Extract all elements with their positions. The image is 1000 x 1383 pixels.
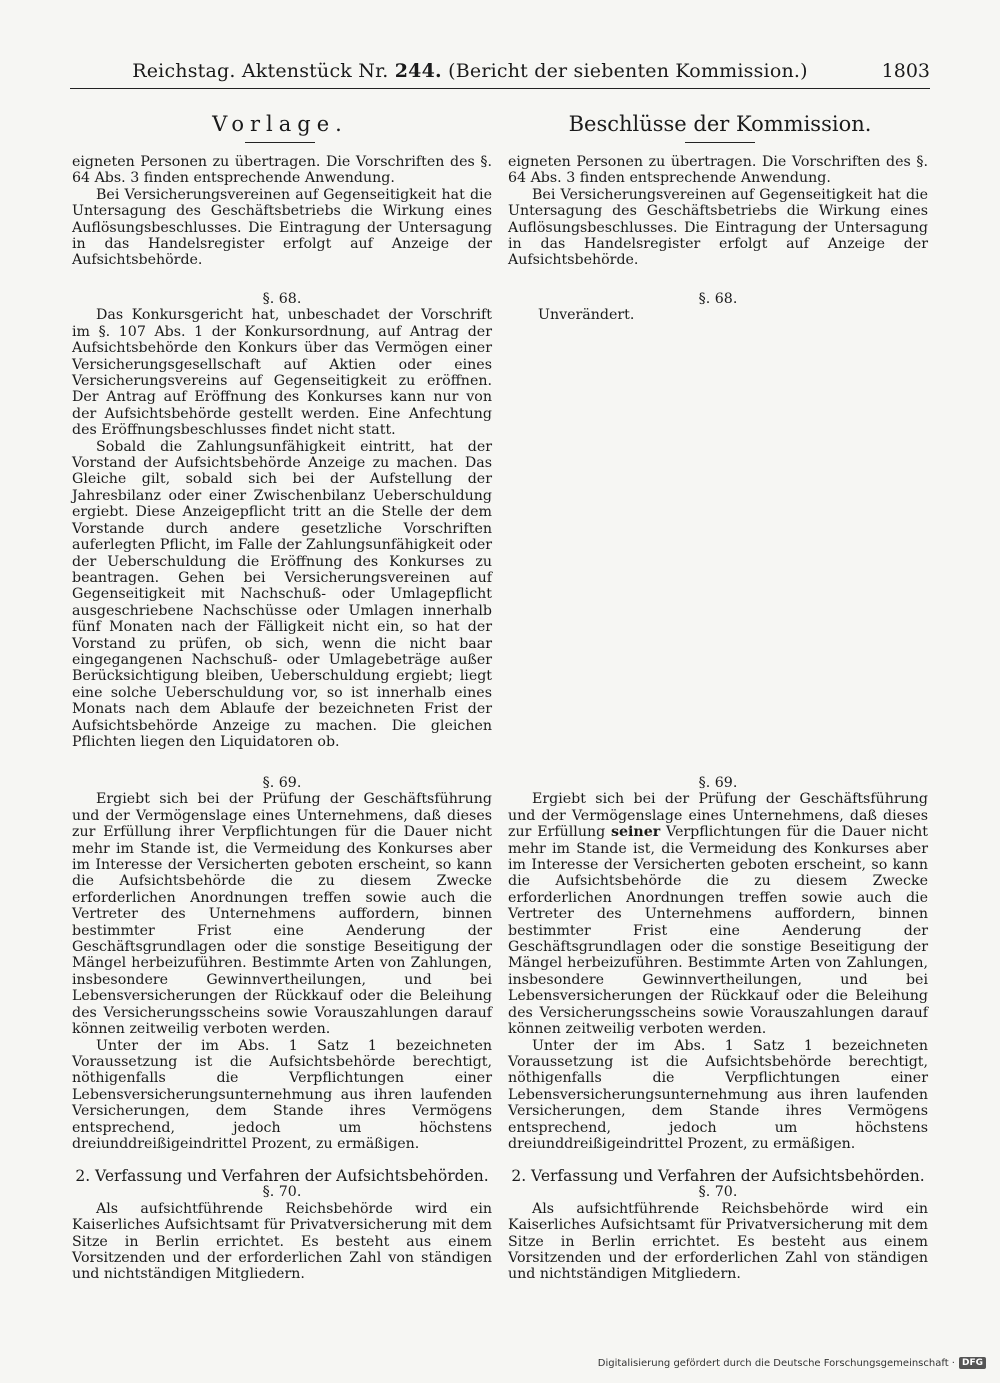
right-section-70 — [508, 1168, 928, 1283]
left-section-69 — [72, 775, 492, 1152]
chapter-heading: 2. Verfassung und Verfahren der Aufsichtsbehörden. — [75, 1167, 489, 1185]
text-run: Ergiebt sich bei der Prüfung der Geschäftsführung und der Vermögenslage eines Unternehmens, daß dieses zur Erfüllung — [508, 791, 928, 841]
right-section-68 — [508, 291, 928, 324]
digitization-footer — [598, 1357, 986, 1369]
section-title: §. 69. — [698, 775, 738, 791]
header-suffix: (Bericht der siebenten Kommission.) — [448, 60, 808, 82]
section-title: §. 70. — [698, 1184, 738, 1201]
paragraph: Unter der im Abs. 1 Satz 1 bezeichneten Voraussetzung ist die Aufsichtsbehörde berechtigt, nöthigenfalls die Verpflichtungen einer Lebensversicherungsunternehmung aus ihren laufenden Versicherungen, dem Stande ihres Vermögens entsprechend, jedoch um höchstens dreiunddreißigeindrittel Prozent, zu ermäßigen. — [508, 1037, 928, 1152]
paragraph: Bei Versicherungsvereinen auf Gegenseitigkeit hat die Untersagung des Geschäftsbetriebs die Wirkung eines Auflösungsbeschlusses. Die Eintragung der Untersagung in das Handelsregister erfolgt auf Anzeige der Aufsichtsbehörde. — [508, 186, 928, 269]
left-section-70 — [72, 1168, 492, 1283]
paragraph: Als aufsichtführende Reichsbehörde wird ein Kaiserliches Aufsichtsamt für Privatversicherung mit dem Sitze in Berlin errichtet. Es besteht aus einem Vorsitzenden und der erforderlichen Zahl von ständigen und nichtständigen Mitgliedern. — [508, 1200, 928, 1283]
left-column-heading — [70, 112, 490, 143]
left-heading-rule — [245, 142, 315, 143]
section-title: §. 69. — [262, 775, 302, 791]
right-section-69 — [508, 775, 928, 1152]
section-title: §. 68. — [698, 291, 738, 307]
right-block-intro — [508, 154, 928, 269]
running-header — [70, 60, 930, 89]
paragraph: eigneten Personen zu übertragen. Die Vorschriften des §. 64 Abs. 3 finden entsprechende Anwendung. — [72, 154, 492, 187]
paragraph: Das Konkursgericht hat, unbeschadet der Vorschrift im §. 107 Abs. 1 der Konkursordnung, auf Antrag der Aufsichtsbehörde den Konkurs über das Vermögen einer Versicherungsgesellschaft auf Aktien oder eines Versicherungsvereins auf Gegenseitigkeit zu eröffnen. Der Antrag auf Eröffnung des Konkurses kann nur von der Aufsichtsbehörde gestellt werden. Eine Anfechtung des Eröffnungsbeschlusses findet nicht statt. — [72, 307, 492, 439]
left-section-68 — [72, 291, 492, 750]
paragraph: Sobald die Zahlungsunfähigkeit eintritt, hat der Vorstand der Aufsichtsbehörde Anzeige zu machen. Das Gleiche gilt, sobald sich bei der Aufstellung der Jahresbilanz oder einer Zwischenbilanz Ueberschuldung ergiebt. Diese Anzeigepflicht tritt an die Stelle der dem Vorstande durch andere gesetzliche Vorschriften auferlegten Pflicht, im Falle der Zahlungsunfähigkeit oder der Ueberschuldung die Eröffnung des Konkurses zu beantragen. Gehen bei Versicherungsvereinen auf Gegenseitigkeit mit Nachschuß- oder Umlagepflicht ausgeschriebene Nachschüsse oder Umlagen innerhalb fünf Monaten nach der Fälligkeit nicht ein, so hat der Vorstand zu prüfen, ob sich, wenn die nicht baar eingegangenen Nachschuß- oder Umlagebeträge außer Berücksichtigung bleiben, Ueberschuldung ergiebt; liegt eine solche Ueberschuldung vor, so ist innerhalb eines Monats nach dem Ablaufe der bezeichneten Frist der Aufsichtsbehörde Anzeige zu machen. Die gleichen Pflichten liegen den Liquidatoren ob. — [72, 438, 492, 750]
unchanged-note: Unverändert. — [538, 307, 635, 324]
emphasized-word: seiner — [611, 824, 661, 841]
page-number: 1803 — [881, 60, 930, 82]
header-title — [70, 60, 870, 82]
chapter-heading: 2. Verfassung und Verfahren der Aufsichtsbehörden. — [511, 1167, 925, 1185]
document-number: 244. — [394, 60, 442, 82]
text-run: Verpflichtungen für die Dauer nicht mehr im Stande ist, die Vermeidung des Konkurses aber im Interesse der Versicherten geboten erscheint, so kann die Aufsichtsbehörde die zu diesem Zwecke erforderlichen Anordnungen treffen sowie auch die Vertreter des Unternehmens auffordern, binnen bestimmter Frist eine Aenderung der Geschäftsgrundlagen oder die sonstige Beseitigung der Mängel herbeizuführen. Bestimmte Arten von Zahlungen, insbesondere Gewinnvertheilungen, und bei Lebensversicherungen der Rückkauf oder die Beleihung des Versicherungsscheins sowie Vorauszahlungen darauf können zeitweilig verboten werden. — [508, 824, 928, 1038]
paragraph: Unter der im Abs. 1 Satz 1 bezeichneten Voraussetzung ist die Aufsichtsbehörde berechtigt, nöthigenfalls die Verpflichtungen einer Lebensversicherungsunternehmung aus ihren laufenden Versicherungen, dem Stande ihres Vermögens entsprechend, jedoch um höchstens dreiunddreißigeindrittel Prozent, zu ermäßigen. — [72, 1037, 492, 1152]
paragraph — [508, 791, 928, 1037]
section-title: §. 68. — [262, 291, 302, 307]
paragraph: Als aufsichtführende Reichsbehörde wird ein Kaiserliches Aufsichtsamt für Privatversicherung mit dem Sitze in Berlin errichtet. Es besteht aus einem Vorsitzenden und der erforderlichen Zahl von ständigen und nichtständigen Mitgliedern. — [72, 1200, 492, 1283]
right-column-heading — [510, 112, 930, 143]
right-heading-rule — [685, 142, 755, 143]
left-block-intro — [72, 154, 492, 269]
footer-text: Digitalisierung gefördert durch die Deutsche Forschungsgemeinschaft · — [597, 1357, 955, 1369]
paragraph: Ergiebt sich bei der Prüfung der Geschäftsführung und der Vermögenslage eines Unternehmens, daß dieses zur Erfüllung ihrer Verpflichtungen für die Dauer nicht mehr im Stande ist, die Vermeidung des Konkurses aber im Interesse der Versicherten geboten erscheint, so kann die Aufsichtsbehörde die zu diesem Zwecke erforderlichen Anordnungen treffen sowie auch die Vertreter des Unternehmens auffordern, binnen bestimmter Frist eine Aenderung der Geschäftsgrundlagen oder die sonstige Beseitigung der Mängel herbeizuführen. Bestimmte Arten von Zahlungen, insbesondere Gewinnvertheilungen, und bei Lebensversicherungen der Rückkauf oder die Beleihung des Versicherungsscheins sowie Vorauszahlungen darauf können zeitweilig verboten werden. — [72, 791, 492, 1038]
section-title: §. 70. — [262, 1184, 302, 1201]
paragraph: Bei Versicherungsvereinen auf Gegenseitigkeit hat die Untersagung des Geschäftsbetriebs die Wirkung eines Auflösungsbeschlusses. Die Eintragung der Untersagung in das Handelsregister erfolgt auf Anzeige der Aufsichtsbehörde. — [72, 186, 492, 269]
right-heading-text: Beschlüsse der Kommission. — [568, 112, 872, 136]
paragraph: eigneten Personen zu übertragen. Die Vorschriften des §. 64 Abs. 3 finden entsprechende Anwendung. — [508, 154, 928, 187]
dfg-logo: DFG — [959, 1357, 986, 1369]
header-prefix: Reichstag. Aktenstück Nr. — [132, 60, 389, 82]
left-heading-text: Vorlage. — [212, 112, 348, 136]
